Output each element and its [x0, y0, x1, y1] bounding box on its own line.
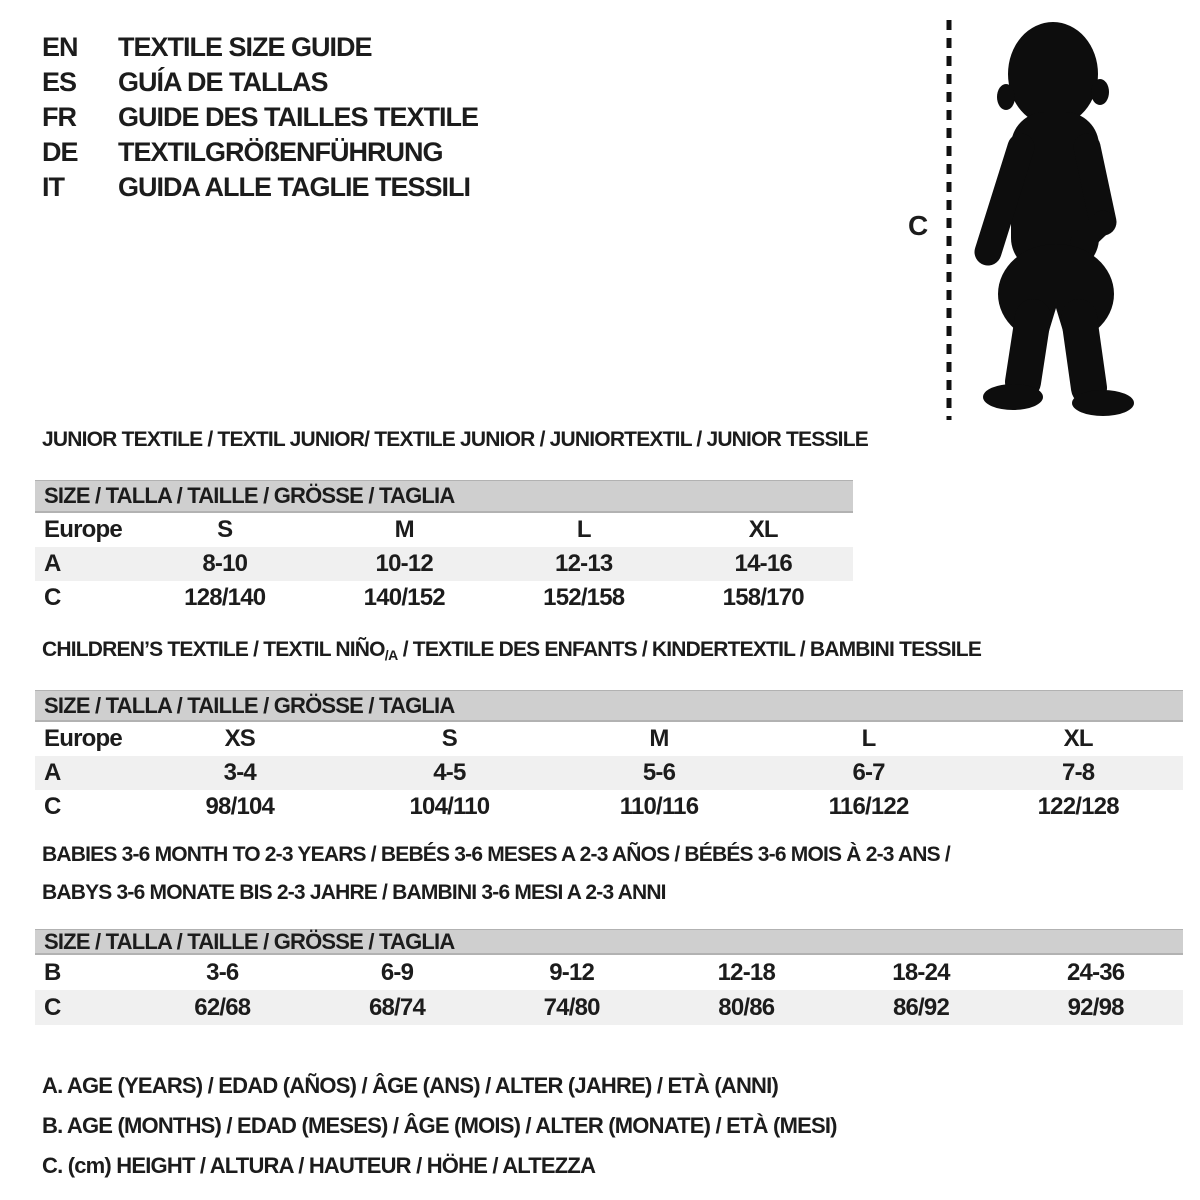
table-cell: 3-6 [206, 958, 239, 986]
toddler-silhouette-icon [960, 12, 1152, 420]
size-header-bar: SIZE / TALLA / TAILLE / GRÖSSE / TAGLIA [35, 480, 853, 513]
children-size-table [35, 690, 1183, 824]
height-measure-label: C [908, 210, 928, 241]
table-cell: 68/74 [368, 993, 426, 1021]
table-cell: 92/98 [1067, 993, 1124, 1021]
table-cell: 7-8 [1062, 759, 1095, 786]
guide-title: GUIDE DES TAILLES TEXTILE [118, 102, 479, 132]
guide-title: TEXTILGRÖßENFÜHRUNG [118, 137, 443, 167]
table-cell: 122/128 [1037, 793, 1119, 820]
table-cell: 110/116 [619, 793, 699, 820]
table-cell: XS [224, 725, 255, 752]
babies-table-title-line2: BABYS 3-6 MONATE BIS 2-3 JAHRE / BAMBINI 3-6 MESI A 2-3 ANNI [42, 881, 666, 904]
table-row [35, 581, 853, 615]
guide-title: TEXTILE SIZE GUIDE [118, 32, 372, 62]
table-row [35, 547, 853, 581]
table-cell: 116/122 [828, 793, 909, 820]
row-label: B [44, 958, 61, 986]
language-row [42, 170, 478, 205]
table-cell: 4-5 [433, 759, 466, 786]
language-row [42, 135, 478, 170]
row-label: A [44, 759, 61, 786]
table-cell: 140/152 [363, 584, 445, 611]
table-cell: 74/80 [543, 993, 600, 1021]
table-cell: S [217, 516, 233, 543]
table-cell: 12-18 [717, 958, 776, 986]
table-row [35, 756, 1183, 790]
guide-title: GUIDA ALLE TAGLIE TESSILI [118, 172, 470, 202]
language-row [42, 65, 478, 100]
language-row [42, 30, 478, 65]
table-cell: 158/170 [722, 584, 804, 611]
table-cell: 8-10 [202, 550, 248, 577]
children-title-rest: / TEXTILE DES ENFANTS / KINDERTEXTIL / BAMBINI TESSILE [397, 638, 982, 661]
language-code: FR [42, 102, 76, 132]
row-label: C [44, 993, 61, 1021]
measure-legend [42, 1066, 837, 1186]
row-label: C [44, 584, 61, 611]
table-cell: 98/104 [205, 793, 275, 820]
table-cell: 152/158 [543, 584, 625, 611]
table-row [35, 955, 1183, 990]
guide-title: GUÍA DE TALLAS [118, 67, 328, 97]
table-row [35, 722, 1183, 756]
table-cell: M [394, 516, 414, 543]
table-cell: XL [1063, 725, 1093, 752]
children-table-title [42, 638, 981, 663]
table-cell: 86/92 [892, 993, 950, 1021]
language-code: EN [42, 32, 78, 62]
row-label: Europe [44, 725, 122, 752]
row-label: Europe [44, 516, 122, 543]
table-cell: L [576, 516, 591, 543]
junior-size-table [35, 480, 853, 615]
table-cell: 5-6 [642, 759, 676, 786]
table-cell: S [441, 725, 457, 752]
legend-item-b: B. AGE (MONTHS) / EDAD (MESES) / ÂGE (MOIS) / ALTER (MONATE) / ETÀ (MESI) [42, 1113, 837, 1138]
language-code: IT [42, 172, 64, 202]
table-cell: 104/110 [409, 793, 490, 820]
children-title-main: CHILDREN’S TEXTILE / TEXTIL NIÑO [42, 638, 385, 661]
table-cell: 6-7 [852, 759, 885, 786]
table-cell: 6-9 [380, 958, 414, 986]
language-row [42, 100, 478, 135]
height-measure-line [944, 20, 954, 420]
table-cell: 24-36 [1066, 958, 1125, 986]
size-header-bar: SIZE / TALLA / TAILLE / GRÖSSE / TAGLIA [35, 929, 1183, 955]
junior-table-title: JUNIOR TEXTILE / TEXTIL JUNIOR/ TEXTILE JUNIOR / JUNIORTEXTIL / JUNIOR TESSILE [42, 428, 868, 451]
table-cell: 18-24 [892, 958, 950, 986]
table-row [35, 990, 1183, 1025]
row-label: A [44, 550, 61, 577]
row-label: C [44, 793, 61, 820]
height-figure [900, 0, 1200, 430]
table-cell: L [861, 725, 876, 752]
size-header-bar: SIZE / TALLA / TAILLE / GRÖSSE / TAGLIA [35, 690, 1183, 722]
table-row [35, 513, 853, 547]
table-cell: 3-4 [223, 759, 256, 786]
legend-item-a: A. AGE (YEARS) / EDAD (AÑOS) / ÂGE (ANS) / ALTER (JAHRE) / ETÀ (ANNI) [42, 1073, 778, 1098]
table-cell: 62/68 [194, 993, 251, 1021]
table-cell: XL [748, 516, 778, 543]
language-title-list [42, 30, 478, 205]
children-title-subscript: /A [384, 647, 398, 663]
table-cell: 12-13 [555, 550, 613, 577]
legend-item-c: C. (cm) HEIGHT / ALTURA / HAUTEUR / HÖHE / ALTEZZA [42, 1153, 596, 1178]
language-code: DE [42, 137, 78, 167]
babies-size-table [35, 929, 1183, 1025]
babies-table-title-line1: BABIES 3-6 MONTH TO 2-3 YEARS / BEBÉS 3-6 MESES A 2-3 AÑOS / BÉBÉS 3-6 MOIS À 2-3 ANS / [42, 843, 950, 866]
table-cell: 128/140 [184, 584, 266, 611]
table-cell: M [649, 725, 669, 752]
table-cell: 9-12 [549, 958, 595, 986]
table-cell: 10-12 [375, 550, 433, 577]
table-cell: 14-16 [734, 550, 792, 577]
table-cell: 80/86 [718, 993, 775, 1021]
table-row [35, 790, 1183, 824]
language-code: ES [42, 67, 77, 97]
